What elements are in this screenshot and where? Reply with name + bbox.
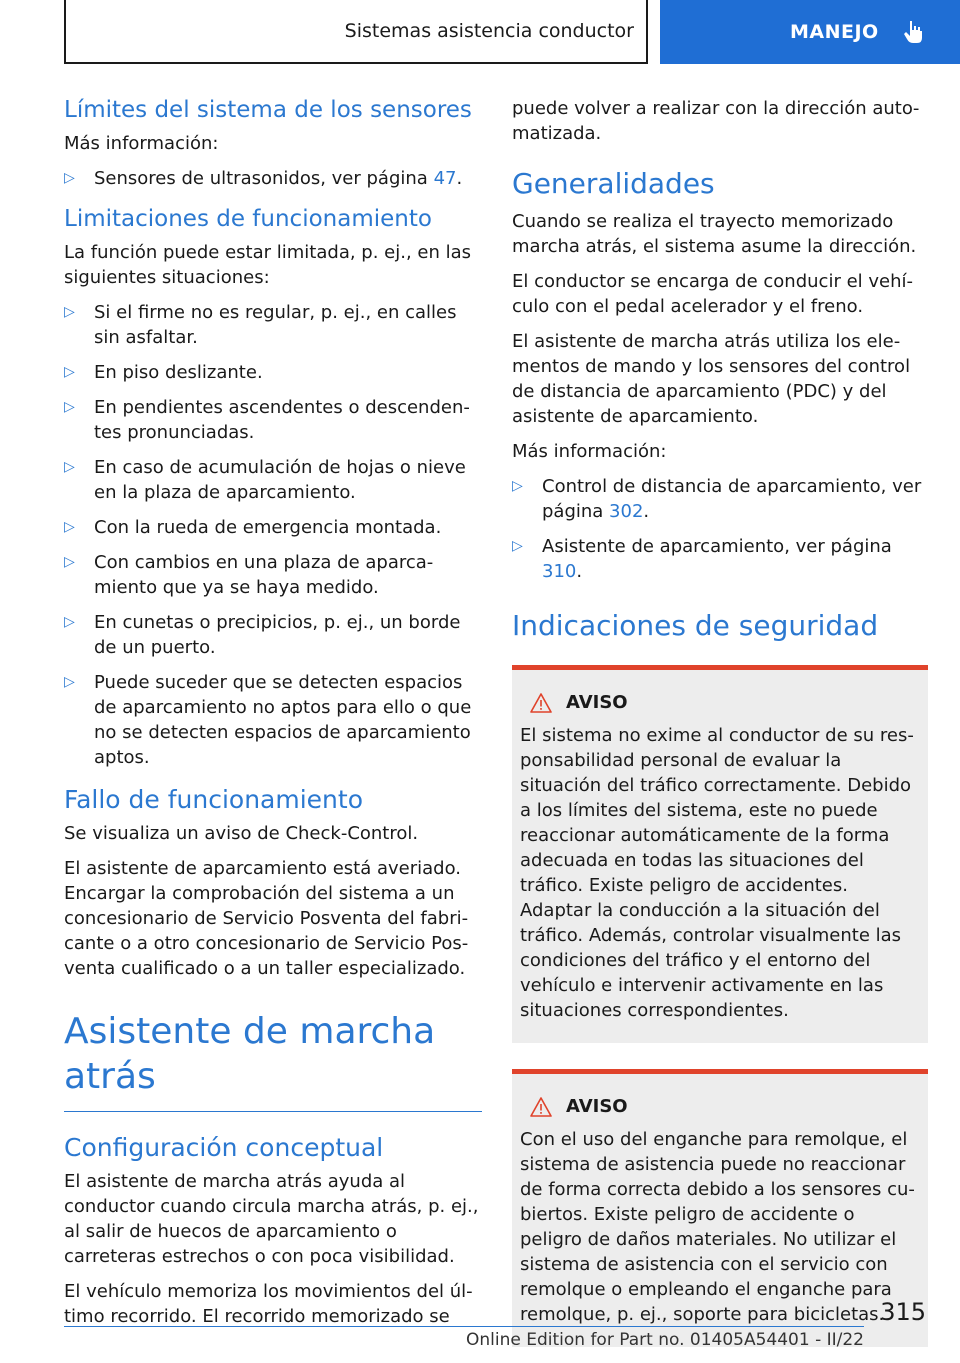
warning-box-2 xyxy=(512,1069,928,1347)
warning-title-2: AVISO xyxy=(520,1096,920,1117)
heading-asistente-marcha-atras: Asistente de marcha atrás xyxy=(64,1009,482,1112)
limites-list xyxy=(64,166,482,191)
heading-generalidades: Generalidades xyxy=(512,167,715,200)
fallo-paragraph-2: El asistente de aparcamiento está averiado. Encargar la comprobación del sistema a un concesionario de Servicio Posventa del fabricante o a otro concesionario de Servicio Posventa cualificado o a un taller especializado. xyxy=(64,857,469,979)
triangle-bullet-icon: ▷ xyxy=(64,303,75,320)
triangle-bullet-icon: ▷ xyxy=(64,613,75,630)
limites-intro: Más información: xyxy=(64,132,219,154)
fallo-paragraph-1: Se visualiza un aviso de Check-Control. xyxy=(64,822,419,844)
config-paragraph-2: El vehículo memoriza los movimientos del último recorrido. El recorrido memorizado se xyxy=(64,1281,473,1327)
header-chapter-label: MANEJO xyxy=(790,21,879,43)
list-item: ▷ Control de distancia de aparcamiento, ver página 302. xyxy=(512,476,922,522)
gen-list xyxy=(512,474,928,584)
page-link-302[interactable]: 302 xyxy=(609,501,644,522)
page-link-47[interactable]: 47 xyxy=(433,167,457,189)
warning-text-1: El sistema no exime al conductor de su responsabilidad personal de evaluar la situación del tráfico correctamente. Debido a los límites del sistema, este no puede reaccionar automáticamente de la forma adecuada en todas las situaciones del tráfico. Existe peligro de accidentes. Adaptar la conducción a la situación del tráfico. Además, controlar visualmente las condiciones del tráfico y el entorno del vehículo e intervenir activamente en las situaciones correspondientes. xyxy=(520,725,914,1021)
page-number: 315 xyxy=(880,1298,926,1326)
heading-limites: Límites del sistema de los sensores xyxy=(64,97,472,123)
header-section-title-box xyxy=(64,0,648,64)
limitaciones-intro: La función puede estar limitada, p. ej., en las siguientes situaciones: xyxy=(64,241,472,288)
list-item: ▷ Sensores de ultrasonidos, ver página 47. xyxy=(64,167,463,189)
heading-fallo: Fallo de funcionamiento xyxy=(64,784,363,814)
list-item: ▷ Con cambios en una plaza de aparcamiento que ya se haya medido. xyxy=(64,551,434,598)
right-column xyxy=(512,96,928,1363)
heading-limitaciones: Limitaciones de funcionamiento xyxy=(64,205,432,232)
warning-triangle-icon xyxy=(530,693,552,713)
page-link-310[interactable]: 310 xyxy=(542,561,577,582)
gen-paragraph-3: El asistente de marcha atrás utiliza los elementos de mando y los sensores del control de distancia de aparcamiento (PDC) y del asistente de aparcamiento. xyxy=(512,331,911,427)
list-item: ▷ En cunetas o precipicios, p. ej., un borde de un puerto. xyxy=(64,611,461,658)
warning-title-1: AVISO xyxy=(520,692,920,713)
warning-text-2: Con el uso del enganche para remolque, el sistema de asistencia puede no reaccionar de forma correcta debido a los sensores cubiertos. Existe peligro de accidente o peligro de daños materiales. No utilizar el sistema de asistencia con el servicio con remolque o empleando el enganche para remolque, p. ej., soporte para bicicletas. xyxy=(520,1129,915,1325)
footer-divider xyxy=(64,1326,864,1327)
list-item: ▷ En piso deslizante. xyxy=(64,361,263,383)
list-item: ▷ En caso de acumulación de hojas o nieve en la plaza de aparcamiento. xyxy=(64,456,466,503)
left-column xyxy=(64,96,482,1339)
list-item: ▷ Si el firme no es regular, p. ej., en calles sin asfaltar. xyxy=(64,301,457,348)
triangle-bullet-icon: ▷ xyxy=(64,363,75,380)
triangle-bullet-icon: ▷ xyxy=(64,553,75,570)
heading-seguridad: Indicaciones de seguridad xyxy=(512,609,879,642)
warning-triangle-icon xyxy=(530,1097,552,1117)
continued-paragraph: puede volver a realizar con la dirección automatizada. xyxy=(512,98,920,144)
warning-box-1 xyxy=(512,665,928,1043)
hand-pointer-icon xyxy=(901,19,927,45)
list-item: ▷ Asistente de aparcamiento, ver página 310. xyxy=(512,536,892,582)
triangle-bullet-icon: ▷ xyxy=(64,398,75,415)
triangle-bullet-icon: ▷ xyxy=(64,673,75,690)
gen-paragraph-1: Cuando se realiza el trayecto memorizado marcha atrás, el sistema asume la dirección. xyxy=(512,211,917,257)
list-item: ▷ Con la rueda de emergencia montada. xyxy=(64,516,442,538)
triangle-bullet-icon: ▷ xyxy=(512,538,523,554)
triangle-bullet-icon: ▷ xyxy=(64,169,75,186)
gen-paragraph-4: Más información: xyxy=(512,441,667,462)
config-paragraph-1: El asistente de marcha atrás ayuda al conductor cuando circula marcha atrás, p. ej., al salir de huecos de aparcamiento o carreteras estrechos o con poca visibilidad. xyxy=(64,1171,479,1267)
list-item: ▷ Puede suceder que se detecten espacios de aparcamiento no aptos para ello o que no se detecten espacios de aparcamiento aptos. xyxy=(64,671,472,768)
gen-paragraph-2: El conductor se encarga de conducir el vehículo con el pedal acelerador y el freno. xyxy=(512,271,914,317)
header-section-title: Sistemas asistencia conductor xyxy=(344,20,634,42)
header-chapter-tab[interactable] xyxy=(660,0,960,64)
list-item: ▷ En pendientes ascendentes o descendentes pronunciadas. xyxy=(64,396,470,443)
triangle-bullet-icon: ▷ xyxy=(512,478,523,494)
triangle-bullet-icon: ▷ xyxy=(64,458,75,475)
footer-edition: Online Edition for Part no. 01405A54401 - II/22 xyxy=(465,1330,864,1350)
heading-configuracion: Configuración conceptual xyxy=(64,1132,384,1162)
limitaciones-list xyxy=(64,300,482,770)
triangle-bullet-icon: ▷ xyxy=(64,518,75,535)
